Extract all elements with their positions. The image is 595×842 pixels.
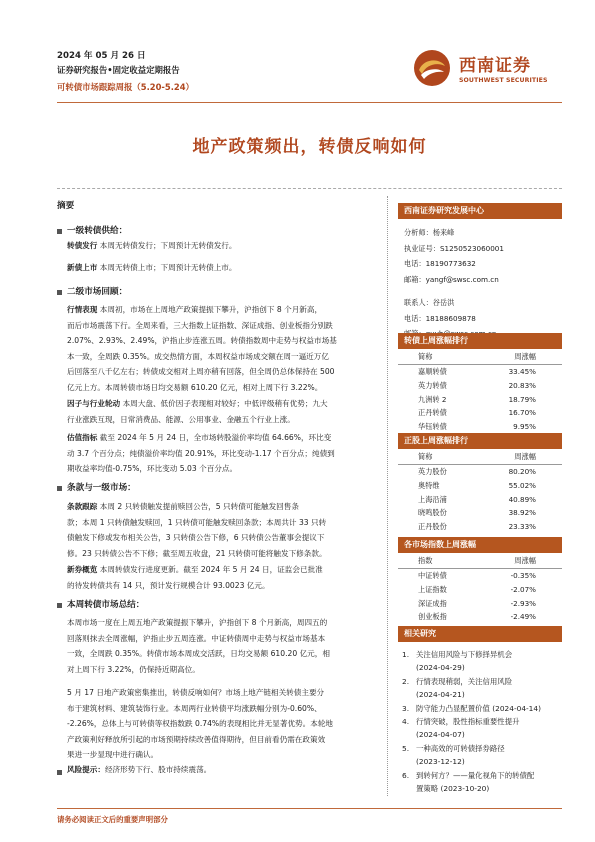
clause-tracking-paragraph [67, 499, 379, 561]
performance-label: 行情表现 [67, 305, 98, 314]
table-row [398, 379, 562, 393]
valuation-label: 估值指标 [67, 433, 98, 442]
text-line: 5 月 17 日地产政策密集推出，转债反响如何？市场上地产链相关转债主要分 [67, 688, 325, 697]
analyst-contact [398, 225, 562, 287]
listing-text: 本周无转债上市；下周预计无转债上市。 [99, 263, 237, 272]
text-line: 债触发下修或发布相关公告，3 只转债公告下修，6 只转债公告董事会提议下 [67, 533, 325, 542]
section-clauses: 条款与一级市场： [67, 483, 136, 493]
text-line: 本一致，全周跌 0.35%。成交热情方面，本周权益市场成交额在周一逼近万亿 [67, 351, 329, 361]
stock-return: 80.20% [508, 467, 536, 476]
top-stocks-title: 正股上周涨幅排行 [398, 433, 562, 449]
stock-name: 上海沿浦 [418, 494, 447, 504]
item-date: (2024-04-21) [416, 690, 465, 700]
bond-return: 33.45% [508, 367, 536, 376]
table-header [398, 349, 562, 365]
stock-return: 40.89% [508, 494, 536, 504]
section-secondary-market: 二级市场回顾： [67, 287, 128, 297]
bond-return: 20.83% [508, 380, 536, 390]
analyst-name: 分析师：杨来峰 [404, 228, 455, 237]
issue-text: 本周无转债发行；下周预计无转债发行。 [99, 241, 237, 250]
issue-label: 转债发行 [67, 241, 98, 250]
text-line: 本周转债发行进度更新。截至 2024 年 5 月 24 日，证监会已批准 [99, 565, 323, 574]
weekly-summary-paragraph-2 [67, 685, 379, 763]
table-row [398, 610, 562, 624]
footer-rule [57, 808, 562, 809]
risk-label: 风险提示： [67, 765, 105, 774]
column-divider [387, 196, 388, 796]
item-title: 行情表现稍弱，关注信用风险 [416, 676, 513, 686]
related-item[interactable] [398, 715, 562, 742]
table-row [398, 597, 562, 611]
text-line: 款；本周 1 只转债触发赎回，1 只转债可能触发赎回条款；本周共计 33 只转 [67, 517, 327, 527]
text-line: 期收益率均值-0.75%，环比变动 5.03 个百分点。 [67, 464, 238, 473]
header-rule [57, 102, 562, 103]
listing-paragraph [67, 260, 379, 276]
stock-name: 晓鸣股份 [418, 508, 447, 518]
item-title: 行情突破，股性指标重要性提升 [416, 717, 520, 727]
analyst-phone: 电话：18190773632 [404, 259, 476, 268]
top-stocks-table [398, 433, 562, 534]
table-row [398, 520, 562, 534]
text-line: 本周初，市场在上周地产政策提振下攀升，沪指创下 8 个月新高， [99, 305, 323, 314]
item-title: 关注信用风险与下修择异机会 [416, 650, 513, 659]
factor-label: 因子与行业轮动 [67, 399, 121, 408]
index-name: 上证指数 [418, 584, 447, 594]
text-line: 行业涨跌互现，日常消费品、能源、公用事业、金融五个行业上涨。 [67, 414, 295, 424]
text-line: 一致，全周跌 0.35%。转债市场本周成交活跃，日均交易额 610.20 亿元，相 [67, 649, 330, 658]
report-title: 地产政策频出，转债反响如何 [192, 137, 427, 157]
item-title: 到转何方？——量化视角下的转债配 [416, 770, 535, 780]
index-return: -0.35% [510, 571, 536, 580]
report-series: 可转债市场跟踪周报（5.20-5.24） [57, 82, 194, 92]
item-number: 2. [402, 676, 410, 686]
table-row [398, 506, 562, 520]
related-research-title: 相关研究 [398, 626, 562, 642]
bullet-icon [57, 229, 62, 234]
text-line: 截至 2024 年 5 月 24 日，全市场转股溢价率均值 64.66%，环比变 [99, 433, 332, 442]
report-type: 证券研究报告•固定收益定期报告 [57, 65, 180, 75]
text-line: 回落则抹去全周涨幅，沪指止步五周连涨。中证转债周中走势与权益市场基本 [67, 633, 326, 643]
stock-name: 正丹股份 [418, 522, 447, 532]
stock-name: 奥特维 [418, 480, 440, 490]
contact-name: 联系人：谷岳洪 [404, 298, 455, 307]
bond-name: 九洲转 2 [418, 394, 447, 404]
related-item[interactable] [398, 769, 562, 796]
text-line: 本周 2 只转债触发提前赎回公告，5 只转债可能触发回售条 [99, 502, 299, 511]
col-name-header: 简称 [418, 352, 433, 361]
index-name: 创业板指 [418, 612, 447, 622]
logo-emblem-icon [412, 48, 452, 88]
table-row [398, 479, 562, 493]
text-line: 本周大盘、低价因子表现相对较好；中低评级稍有优势；九大 [122, 399, 328, 408]
item-number: 1. [402, 650, 410, 659]
text-line: 亿元上方。本周转债市场日均交易额 610.20 亿元，相对上周下行 3.22%。 [67, 382, 323, 392]
new-issues-label: 新券概览 [67, 565, 98, 574]
text-line: 而后市场震荡下行。全周来看，三大指数上证指数、深证成指、创业板指分别跌 [67, 320, 333, 330]
section-weekly-summary: 本周转债市场总结： [67, 600, 145, 610]
market-indices-table [398, 537, 562, 624]
stock-return: 55.02% [508, 480, 536, 490]
stock-name: 英力股份 [418, 467, 447, 476]
contact-phone: 电话：18188609878 [404, 313, 476, 323]
text-line: 本周市场一度在上周五地产政策提振下攀升，沪指创下 8 个月新高，周四五的 [67, 618, 328, 627]
bond-name: 英力转债 [418, 380, 447, 390]
table-row [398, 420, 562, 434]
table-row [398, 406, 562, 420]
stock-return: 23.33% [508, 522, 536, 532]
top-bonds-title: 转债上周涨幅排行 [398, 333, 562, 349]
summary-heading: 摘要 [57, 201, 75, 211]
summary-divider [57, 188, 562, 189]
risk-text: 经济形势下行、股市持续震荡。 [104, 765, 212, 774]
index-name: 中证转债 [418, 571, 447, 580]
bond-name: 华钰转债 [418, 422, 447, 432]
section-primary-supply: 一级转债供给： [67, 226, 128, 236]
text-line: 后回落至八千亿左右；转债成交相对上周亦稍有回落，但全周仍总体保持在 500 [67, 367, 335, 376]
analyst-email[interactable]: 邮箱：yangf@swsc.com.cn [404, 274, 499, 284]
bullet-icon [57, 486, 62, 491]
clause-label: 条款跟踪 [67, 502, 98, 511]
table-header [398, 449, 562, 465]
factor-rotation-paragraph [67, 396, 379, 427]
research-center-header: 西南证券研究发展中心 [398, 203, 562, 219]
col-value-header: 周涨幅 [514, 352, 536, 361]
table-row [398, 493, 562, 507]
table-row [398, 583, 562, 597]
index-return: -2.07% [510, 584, 536, 594]
market-indices-title: 各市场指数上周涨幅 [398, 537, 562, 553]
bullet-icon [57, 290, 62, 295]
valuation-paragraph [67, 430, 379, 477]
index-return: -2.49% [510, 612, 536, 622]
footer-disclaimer: 请务必阅读正文后的重要声明部分 [57, 815, 168, 824]
weekly-summary-paragraph-1 [67, 615, 379, 677]
logo-en-text: SOUTHWEST SECURITIES [459, 77, 548, 84]
related-item[interactable] [398, 648, 562, 675]
related-item[interactable] [398, 702, 562, 715]
bond-return: 16.70% [508, 408, 536, 418]
text-line: 对上周下行 3.22%，仍保持近期高位。 [67, 664, 200, 674]
table-header [398, 553, 562, 569]
item-date: 置策略 (2023-10-20) [416, 784, 490, 794]
text-line: 2.07%、2.93%、2.49%，沪指止步连涨五周。转债指数周中走势与权益市场基 [67, 336, 337, 345]
col-value-header: 周涨幅 [514, 452, 536, 461]
item-number: 6. [402, 770, 410, 780]
text-line: 动 3.7 个百分点；纯债溢价率均值 20.91%，环比变动-1.17 个百分点；纯债到 [67, 448, 335, 458]
index-name: 深证成指 [418, 598, 447, 608]
bond-return: 9.95% [513, 422, 536, 432]
bullet-icon [57, 603, 62, 608]
item-date: (2024-04-07) [416, 730, 465, 740]
table-row [398, 465, 562, 479]
related-item[interactable] [398, 742, 562, 769]
risk-paragraph [67, 762, 379, 778]
related-item[interactable] [398, 675, 562, 702]
col-name-header: 指数 [418, 556, 433, 565]
text-line: 修。23 只转债公告不下修；截至周五收盘，21 只转债可能将触发下修条款。 [67, 548, 327, 558]
table-row [398, 569, 562, 583]
report-date: 2024 年 05 月 26 日 [57, 51, 146, 61]
text-line: 的待发转债共有 14 只，预计发行规模合计 93.0023 亿元。 [67, 580, 270, 590]
market-performance-paragraph [67, 302, 379, 395]
index-return: -2.93% [510, 598, 536, 608]
bond-name: 嘉顺转债 [418, 367, 447, 376]
item-title: 一种高效的可转债择券路径 [416, 743, 505, 753]
item-title: 防守能力凸显配置价值 (2024-04-14) [416, 703, 541, 713]
table-row [398, 365, 562, 379]
sidebar [398, 203, 562, 342]
item-date: (2024-04-29) [416, 663, 465, 673]
text-line: 果进一步显现中进行确认。 [67, 750, 159, 759]
bullet-icon [57, 770, 62, 775]
item-number: 4. [402, 717, 410, 727]
listing-label: 新债上市 [67, 263, 98, 272]
col-value-header: 周涨幅 [514, 556, 536, 565]
bond-return: 18.79% [508, 394, 536, 404]
stock-return: 38.92% [508, 508, 536, 518]
bond-name: 正丹转债 [418, 408, 447, 418]
analyst-license: 执业证号：S1250523060001 [404, 243, 504, 253]
text-line: 布于建筑材料、建筑装饰行业。本周两行业转债平均涨跌幅分别为-0.60%、 [67, 703, 322, 713]
new-issues-paragraph [67, 562, 379, 593]
logo-cn-text: 西南证券 [459, 56, 531, 76]
related-research [398, 626, 562, 795]
item-number: 5. [402, 743, 410, 753]
item-number: 3. [402, 703, 410, 713]
item-date: (2023-12-12) [416, 757, 465, 767]
company-logo [412, 44, 562, 96]
col-name-header: 简称 [418, 452, 433, 461]
issue-paragraph [67, 238, 379, 254]
text-line: 产政策利好释放所引起的市场预期持续改善值得期待，但目前看仍需在政策效 [67, 734, 326, 744]
top-bonds-table [398, 333, 562, 434]
table-row [398, 393, 562, 407]
text-line: -2.26%，总体上与可转债等权指数跌 0.74%的表现相比并无显著优势。本轮地 [67, 719, 334, 728]
